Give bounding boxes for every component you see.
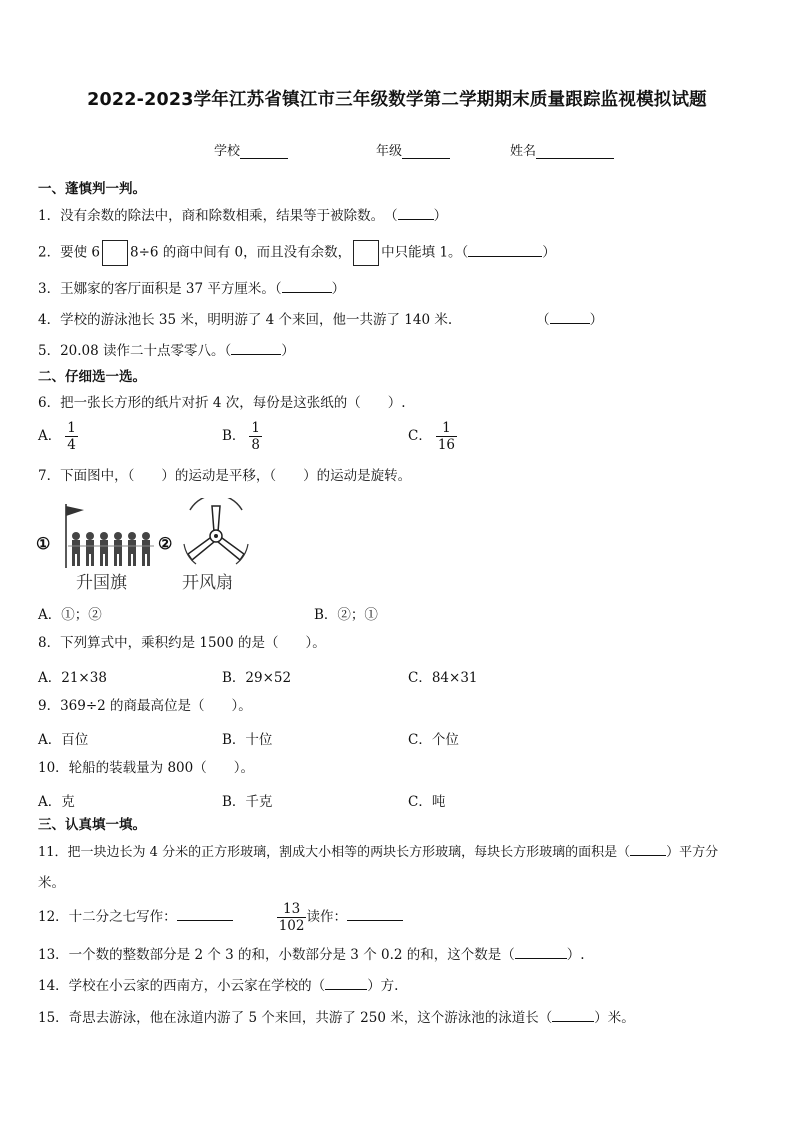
section-1-heading: 一、蓬慎判一判。: [38, 181, 146, 197]
school-blank[interactable]: [240, 145, 288, 159]
answer-blank[interactable]: [177, 908, 233, 921]
question-3: 3．王娜家的客厅面积是 37 平方厘米。（ ）: [38, 281, 346, 297]
question-14: 14．学校在小云家的西南方，小云家在学校的（ ）方.: [38, 978, 399, 994]
q6-option-c[interactable]: C． $\frac{1}{16}$: [408, 420, 456, 453]
question-1: 1．没有余数的除法中，商和除数相乘，结果等于被除数。 （ ）: [38, 208, 448, 224]
answer-blank[interactable]: [468, 244, 542, 257]
section-2-heading: 二、仔细选一选。: [38, 369, 146, 385]
marker-2: ②: [158, 534, 173, 553]
q10-option-c[interactable]: C．吨: [408, 794, 446, 810]
answer-blank[interactable]: [347, 908, 403, 921]
question-11-cont: 米。: [38, 875, 65, 891]
name-blank[interactable]: [536, 145, 614, 159]
q7-option-b[interactable]: B．②；①: [314, 607, 378, 623]
page-title: 2022-2023学年江苏省镇江市三年级数学第二学期期末质量跟踪监视模拟试题: [87, 90, 707, 110]
section-3-heading: 三、认真填一填。: [38, 817, 146, 833]
caption-fan: 开风扇: [182, 573, 233, 593]
fan-icon: [176, 498, 256, 570]
fraction-13-102: $\frac{13}{102}$: [278, 901, 305, 934]
answer-blank[interactable]: [325, 977, 367, 990]
answer-blank[interactable]: [231, 342, 281, 355]
question-7: 7．下面图中，（ ）的运动是平移，（ ）的运动是旋转。: [38, 468, 412, 484]
flag-raising-icon: [54, 502, 166, 572]
question-12: 12．十二分之七写作： $\frac{13}{102}$ 读作：: [38, 900, 403, 934]
name-field: 姓名: [510, 140, 614, 159]
school-field: 学校: [214, 140, 288, 159]
question-6: 6．把一张长方形的纸片对折 4 次，每份是这张纸的（ ）.: [38, 395, 406, 411]
question-11: 11．把一块边长为 4 分米的正方形玻璃，割成大小相等的两块长方形玻璃，每块长方形玻璃的面积是（ ）平方分: [38, 845, 719, 860]
answer-blank[interactable]: [515, 946, 567, 959]
q9-option-c[interactable]: C．个位: [408, 732, 459, 748]
digit-box[interactable]: [353, 240, 379, 266]
q7-option-a[interactable]: A．①；②: [38, 607, 102, 623]
marker-1: ①: [36, 534, 51, 553]
q7-illustration: [36, 496, 266, 592]
q8-option-c[interactable]: C．84×31: [408, 670, 478, 686]
q6-option-a[interactable]: A． $\frac{1}{4}$: [38, 420, 76, 453]
answer-blank[interactable]: [398, 207, 434, 220]
digit-box[interactable]: [102, 240, 128, 266]
q9-option-b[interactable]: B．十位: [222, 732, 273, 748]
question-8: 8．下列算式中，乘积约是 1500 的是（ ）。: [38, 635, 326, 651]
question-9: 9．369÷2 的商最高位是（ ）。: [38, 698, 252, 714]
question-13: 13．一个数的整数部分是 2 个 3 的和，小数部分是 3 个 0.2 的和，这个数是（ ）.: [38, 947, 585, 963]
question-15: 15．奇思去游泳，他在泳道内游了 5 个来回，共游了 250 米，这个游泳池的泳道长（ ）米。: [38, 1010, 635, 1026]
answer-blank[interactable]: [282, 280, 332, 293]
answer-blank[interactable]: [552, 1009, 594, 1022]
question-4: 4．学校的游泳池长 35 米，明明游了 4 个来回，他一共游了 140 米. （ ）: [38, 312, 604, 328]
q10-option-a[interactable]: A．克: [38, 794, 75, 810]
question-2: 2．要使 6 8÷6 的商中间有 0，而且没有余数， 中只能填 1。（ ）: [38, 240, 556, 266]
q6-option-b[interactable]: B． $\frac{1}{8}$: [222, 420, 261, 453]
grade-field: 年级: [376, 140, 450, 159]
q9-option-a[interactable]: A．百位: [38, 732, 89, 748]
question-10: 10．轮船的装载量为 800（ ）。: [38, 760, 254, 776]
q10-option-b[interactable]: B．千克: [222, 794, 273, 810]
question-5: 5．20.08 读作二十点零零八。（ ）: [38, 343, 295, 359]
answer-blank[interactable]: [630, 843, 666, 856]
q8-option-b[interactable]: B．29×52: [222, 670, 292, 686]
caption-flag: 升国旗: [76, 573, 127, 593]
grade-blank[interactable]: [402, 145, 450, 159]
answer-blank[interactable]: [550, 311, 590, 324]
q8-option-a[interactable]: A．21×38: [38, 670, 107, 686]
